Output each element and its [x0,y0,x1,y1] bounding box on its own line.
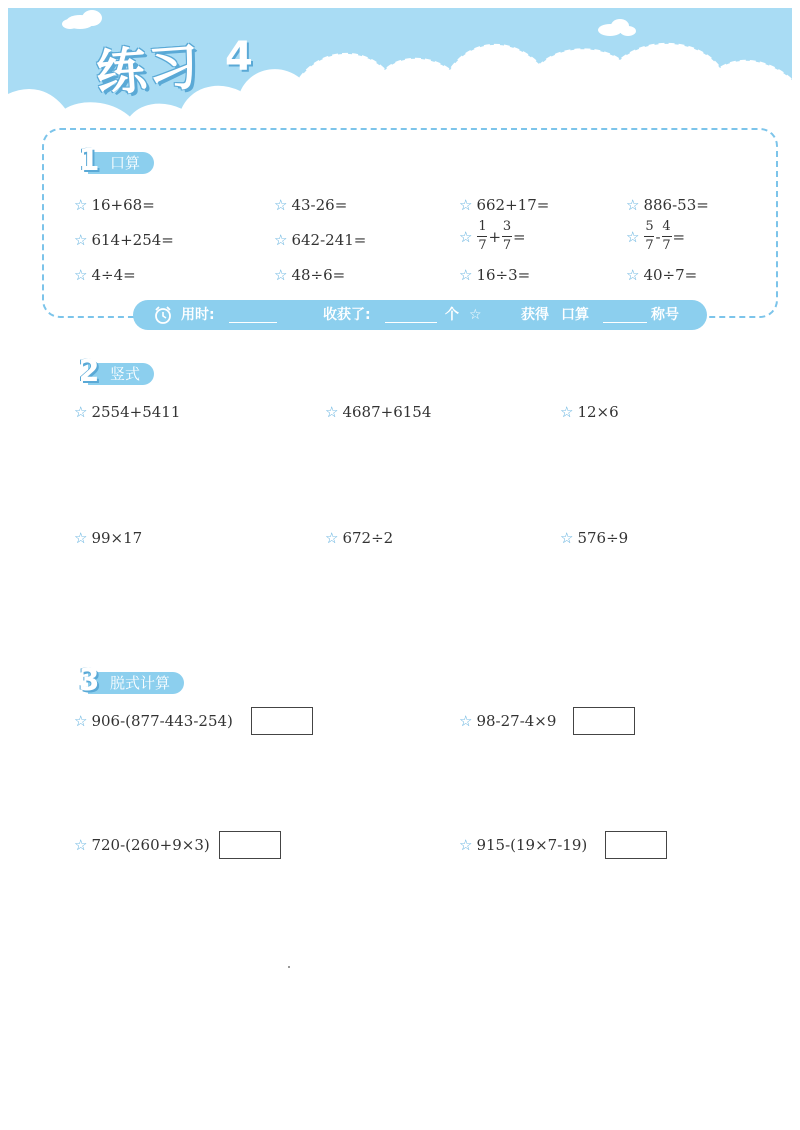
vertical-calc-item: ☆ 99×17 [74,529,143,547]
section-label: 口算 [88,152,154,174]
star-icon: ☆ [74,403,88,421]
answer-box[interactable] [251,707,313,735]
star-icon: ☆ [74,836,88,854]
oral-item: ☆ 642-241= [274,231,367,249]
unit-label: 个 [445,307,459,323]
page-title: 练习 [94,37,203,103]
section-label: 竖式 [88,363,154,385]
star-icon: ☆ [459,227,473,246]
oral-item: ☆ 48÷6= [274,266,346,284]
oral-item: ☆ 886-53= [626,196,709,214]
star-icon: ☆ [325,403,339,421]
title-blank[interactable] [603,304,647,323]
star-icon: ☆ [626,227,640,246]
title-suffix: 称号 [651,307,679,323]
answer-box[interactable] [219,831,281,859]
vertical-calc-item: ☆ 2554+5411 [74,403,181,421]
vertical-calc-item: ☆ 4687+6154 [325,403,432,421]
alarm-clock-icon [153,305,173,325]
vertical-calc-item: ☆ 12×6 [560,403,619,421]
oral-item: ☆ 4÷4= [74,266,136,284]
harvest-label: 收获了: [323,307,371,323]
fraction: $\frac{4}{7}$ [662,219,671,253]
star-icon: ☆ [325,529,339,547]
stepwise-calc-item: ☆ 720-(260+9×3) [74,836,210,854]
star-icon: ☆ [74,529,88,547]
vertical-calc-item: ☆ 672÷2 [325,529,394,547]
star-icon: ☆ [560,529,574,547]
oral-item: ☆ 16+68= [74,196,155,214]
stepwise-calc-item: ☆ 915-(19×7-19) [459,836,588,854]
star-icon: ☆ [74,712,88,730]
star-icon: ☆ [626,266,640,284]
stepwise-calc-item: ☆ 98-27-4×9 [459,712,557,730]
stepwise-calc-item: ☆ 906-(877-443-254) [74,712,233,730]
star-icon: ☆ [274,196,288,214]
star-icon: ☆ [74,266,88,284]
vertical-calc-item: ☆ 576÷9 [560,529,629,547]
section-number: 1 [78,143,100,178]
star-icon: ☆ [560,403,574,421]
oral-item-fraction: ☆ $\frac{5}{7}$ - $\frac{4}{7}$ = [626,219,686,253]
star-icon: ☆ [74,231,88,249]
answer-box[interactable] [573,707,635,735]
oral-item: ☆ 614+254= [74,231,174,249]
star-icon: ☆ [74,196,88,214]
star-icon: ☆ [274,231,288,249]
fraction: $\frac{3}{7}$ [502,219,512,253]
star-icon: ☆ [469,307,482,323]
page-title-number: 4 [225,34,253,80]
time-label: 用时: [181,307,215,323]
oral-item: ☆ 662+17= [459,196,550,214]
fraction: $\frac{5}{7}$ [645,219,654,253]
earn-label: 获得 [521,307,549,323]
oral-item-fraction: ☆ $\frac{1}{7}$ + $\frac{3}{7}$ = [459,219,526,253]
time-blank[interactable] [229,304,277,323]
oral-item: ☆ 43-26= [274,196,348,214]
speck [288,966,290,968]
star-icon: ☆ [459,712,473,730]
section-number: 2 [78,354,100,389]
fraction: $\frac{1}{7}$ [478,219,487,253]
oral-item: ☆ 16÷3= [459,266,531,284]
star-icon: ☆ [459,836,473,854]
oral-item: ☆ 40÷7= [626,266,698,284]
star-icon: ☆ [459,196,473,214]
answer-box[interactable] [605,831,667,859]
star-icon: ☆ [459,266,473,284]
oral-title-label: 口算 [561,307,589,323]
score-status-bar [133,300,707,330]
section-label: 脱式计算 [88,672,184,694]
star-icon: ☆ [274,266,288,284]
star-count-blank[interactable] [385,304,437,323]
star-icon: ☆ [626,196,640,214]
section-number: 3 [78,663,100,698]
